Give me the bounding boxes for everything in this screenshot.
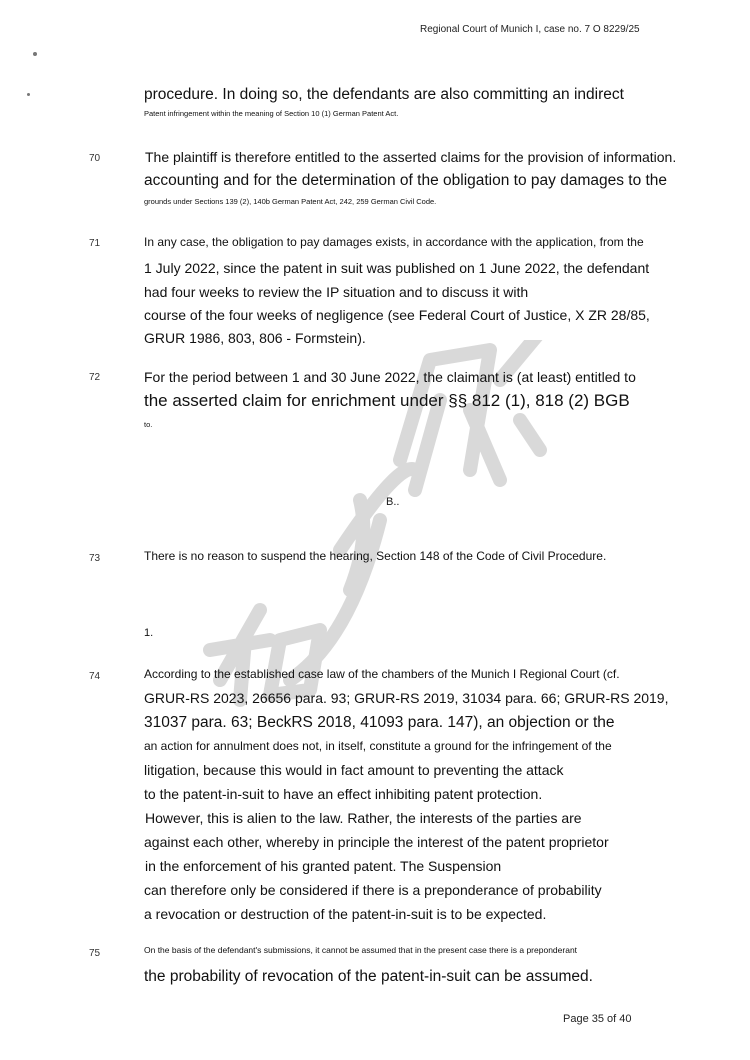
paragraph-line: accounting and for the determination of the obligation to pay damages to the bbox=[144, 172, 668, 189]
section-heading: B.. bbox=[386, 496, 400, 508]
page-number-footer: Page 35 of 40 bbox=[563, 1013, 632, 1025]
paragraph-line: In any case, the obligation to pay damages exists, in accordance with the application, from the bbox=[144, 235, 644, 249]
scan-speck bbox=[27, 93, 30, 96]
paragraph-line: According to the established case law of the chambers of the Munich I Regional Court (cf. bbox=[144, 667, 620, 681]
paragraph-line: the asserted claim for enrichment under §§ 812 (1), 818 (2) BGB bbox=[144, 391, 630, 410]
paragraph-line: GRUR 1986, 803, 806 - Formstein). bbox=[144, 330, 366, 346]
case-reference-header: Regional Court of Munich I, case no. 7 O 8229/25 bbox=[420, 24, 640, 35]
paragraph-line: GRUR-RS 2023, 26656 para. 93; GRUR-RS 2019, 31034 para. 66; GRUR-RS 2019, bbox=[144, 690, 669, 706]
scan-speck bbox=[33, 52, 37, 56]
paragraph-line: grounds under Sections 139 (2), 140b German Patent Act, 242, 259 German Civil Code. bbox=[144, 197, 437, 206]
paragraph-line: the probability of revocation of the patent-in-suit can be assumed. bbox=[144, 968, 593, 985]
paragraph-number: 72 bbox=[89, 372, 101, 383]
paragraph-line: 31037 para. 63; BeckRS 2018, 41093 para. 147), an objection or the bbox=[144, 714, 615, 731]
paragraph-line: There is no reason to suspend the hearing, Section 148 of the Code of Civil Procedure. bbox=[144, 549, 607, 563]
paragraph-line: The plaintiff is therefore entitled to the asserted claims for the provision of information. bbox=[145, 149, 677, 165]
paragraph-line: an action for annulment does not, in itself, constitute a ground for the infringement of the bbox=[144, 739, 612, 753]
paragraph-line: a revocation or destruction of the patent-in-suit is to be expected. bbox=[144, 906, 547, 922]
paragraph-number: 73 bbox=[89, 553, 101, 564]
paragraph-line: against each other, whereby in principle the interest of the patent proprietor bbox=[144, 834, 609, 850]
paragraph-line: However, this is alien to the law. Rather, the interests of the parties are bbox=[145, 810, 582, 826]
subsection-heading: 1. bbox=[144, 627, 154, 639]
paragraph-line: to the patent-in-suit to have an effect inhibiting patent protection. bbox=[144, 786, 543, 802]
paragraph-number: 74 bbox=[89, 671, 101, 682]
paragraph-line: course of the four weeks of negligence (see Federal Court of Justice, X ZR 28/85, bbox=[144, 307, 650, 323]
paragraph-line: Patent infringement within the meaning of Section 10 (1) German Patent Act. bbox=[144, 109, 399, 118]
paragraph-line: On the basis of the defendant's submissions, it cannot be assumed that in the present case there is a preponderant bbox=[144, 945, 578, 955]
paragraph-number: 70 bbox=[89, 153, 101, 164]
paragraph-line: 1 July 2022, since the patent in suit was published on 1 June 2022, the defendant bbox=[144, 260, 650, 276]
paragraph-line: had four weeks to review the IP situation and to discuss it with bbox=[144, 284, 529, 300]
paragraph-line: litigation, because this would in fact amount to preventing the attack bbox=[144, 762, 564, 778]
paragraph-number: 75 bbox=[89, 948, 101, 959]
paragraph-line: to. bbox=[144, 420, 153, 429]
paragraph-line: in the enforcement of his granted patent. The Suspension bbox=[145, 858, 502, 874]
paragraph-line: procedure. In doing so, the defendants are also committing an indirect bbox=[144, 86, 624, 103]
paragraph-line: For the period between 1 and 30 June 2022, the claimant is (at least) entitled to bbox=[144, 369, 636, 385]
paragraph-line: can therefore only be considered if there is a preponderance of probability bbox=[144, 882, 602, 898]
paragraph-number: 71 bbox=[89, 238, 101, 249]
